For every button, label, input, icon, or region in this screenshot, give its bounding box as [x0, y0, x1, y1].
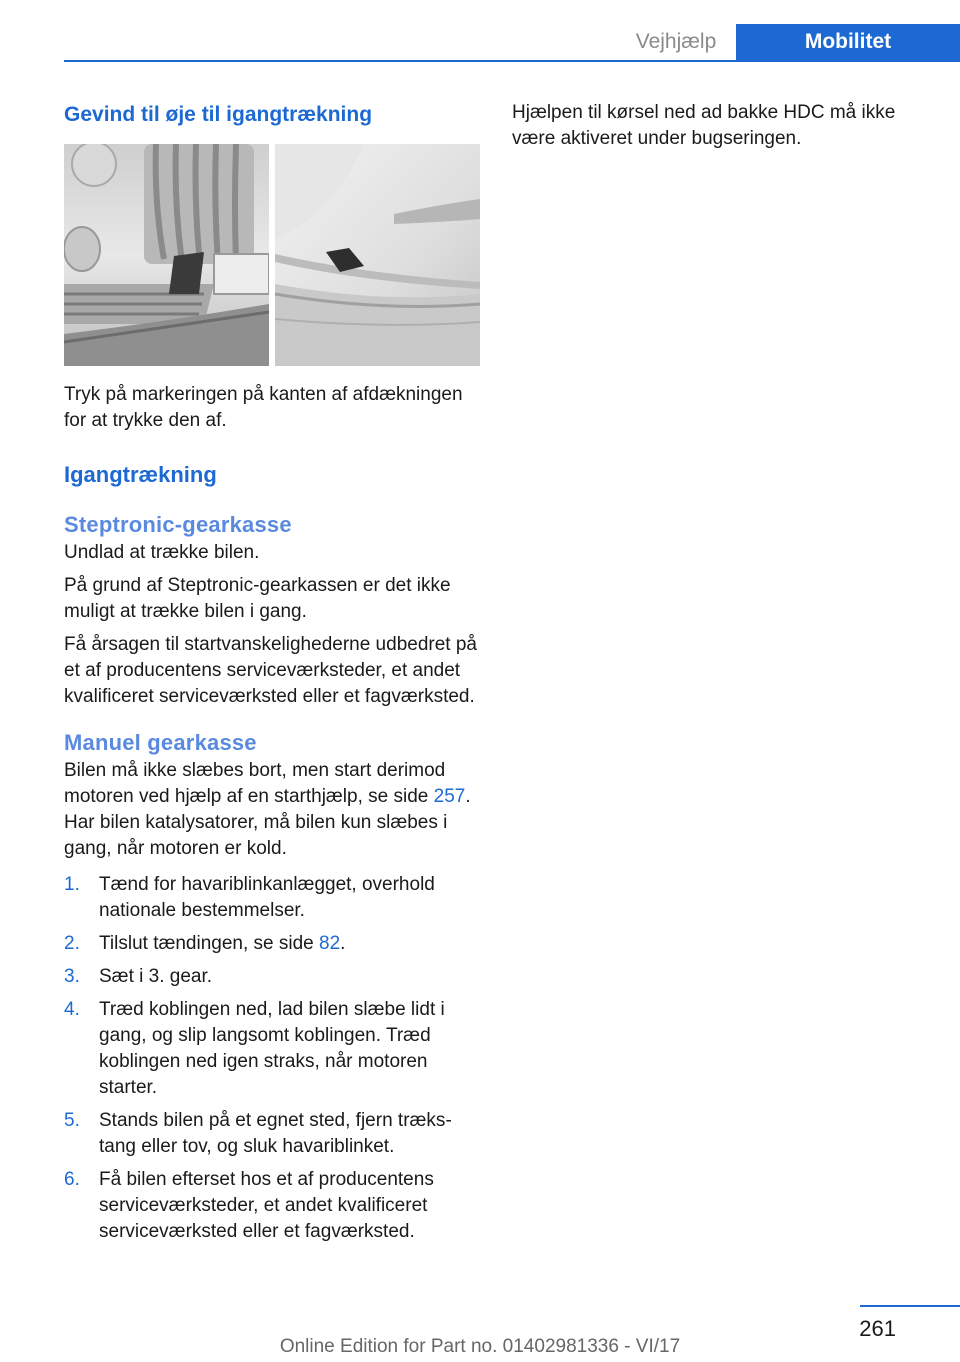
step-number: 4.	[64, 999, 80, 1020]
list-item	[64, 1108, 480, 1160]
manual-intro-text: Bilen må ikke slæbes bort, men start derimod motoren ved hjælp af en starthjælp, se side	[64, 760, 446, 807]
page-link-82[interactable]: 82	[319, 933, 341, 954]
caption-paragraph: Tryk på markeringen på kanten af afdækningen for at trykke den af.	[64, 384, 463, 431]
list-item	[64, 964, 480, 990]
page-header	[0, 0, 960, 62]
list-item	[64, 931, 480, 957]
page-link-257[interactable]: 257	[433, 786, 466, 807]
steptronic-paragraph-2: På grund af Steptronic-gearkassen er det ikke muligt at trække bilen i gang.	[64, 575, 451, 622]
step-text: Tænd for havariblinkanlægget, overhold nationale bestemmelser.	[99, 874, 435, 921]
list-item	[64, 997, 480, 1101]
step-number: 5.	[64, 1110, 80, 1131]
manual-intro-text-after: . Har bilen katalysatorer, må bilen kun slæbes i gang, når motoren er kold.	[64, 786, 471, 859]
section-title-tow-eye: Gevind til øje til igangtrækning	[64, 103, 373, 126]
step-text: Tilslut tændingen, se side	[99, 933, 320, 954]
step-text-after: .	[340, 933, 346, 954]
step-number: 3.	[64, 966, 80, 987]
left-column	[64, 100, 480, 1252]
step-text: Få bilen efterset hos et af producentens serviceværksteder, et andet kvalificeret serviceværksted eller et fagværksted.	[99, 1169, 434, 1242]
tab-mobilitet[interactable]: Mobilitet	[736, 24, 960, 60]
step-number: 2.	[64, 933, 80, 954]
page-number-rule	[860, 1305, 960, 1307]
section-title-towing: Igangtrækning	[64, 462, 217, 487]
hdc-paragraph: Hjælpen til kørsel ned ad bakke HDC må ikke være aktiveret under bugseringen.	[512, 102, 896, 149]
steptronic-paragraph-1: Undlad at trække bilen.	[64, 542, 260, 563]
footer-edition: Online Edition for Part no. 01402981336 - VI/17	[279, 1336, 681, 1357]
subheading-manual: Manuel gearkasse	[64, 730, 257, 755]
page-number: 261	[859, 1316, 896, 1341]
bumper-figure-svg	[64, 144, 480, 366]
bumper-illustration	[64, 144, 480, 366]
right-column	[512, 100, 928, 152]
towing-steps-list	[64, 872, 480, 1245]
step-text: Stands bilen på et egnet sted, fjern trækstang eller tov, og sluk havariblinket.	[99, 1110, 452, 1157]
step-number: 6.	[64, 1169, 80, 1190]
tab-vejhjaelp[interactable]: Vejhjælp	[635, 30, 717, 53]
subheading-steptronic: Steptronic-gearkasse	[64, 512, 292, 537]
step-text: Træd koblingen ned, lad bilen slæbe lidt i gang, og slip langsomt koblingen. Træd koblingen ned igen straks, når motoren starter.	[99, 999, 445, 1098]
header-rule	[64, 60, 960, 62]
manual-intro-paragraph	[64, 758, 480, 862]
list-item	[64, 1167, 480, 1245]
step-number: 1.	[64, 874, 80, 895]
steptronic-paragraph-3: Få årsagen til startvanskelighederne udbedret på et af producentens serviceværksteder, et andet kvalificeret serviceværksted eller et fagværksted.	[64, 634, 477, 707]
step-text: Sæt i 3. gear.	[99, 966, 213, 987]
list-item	[64, 872, 480, 924]
